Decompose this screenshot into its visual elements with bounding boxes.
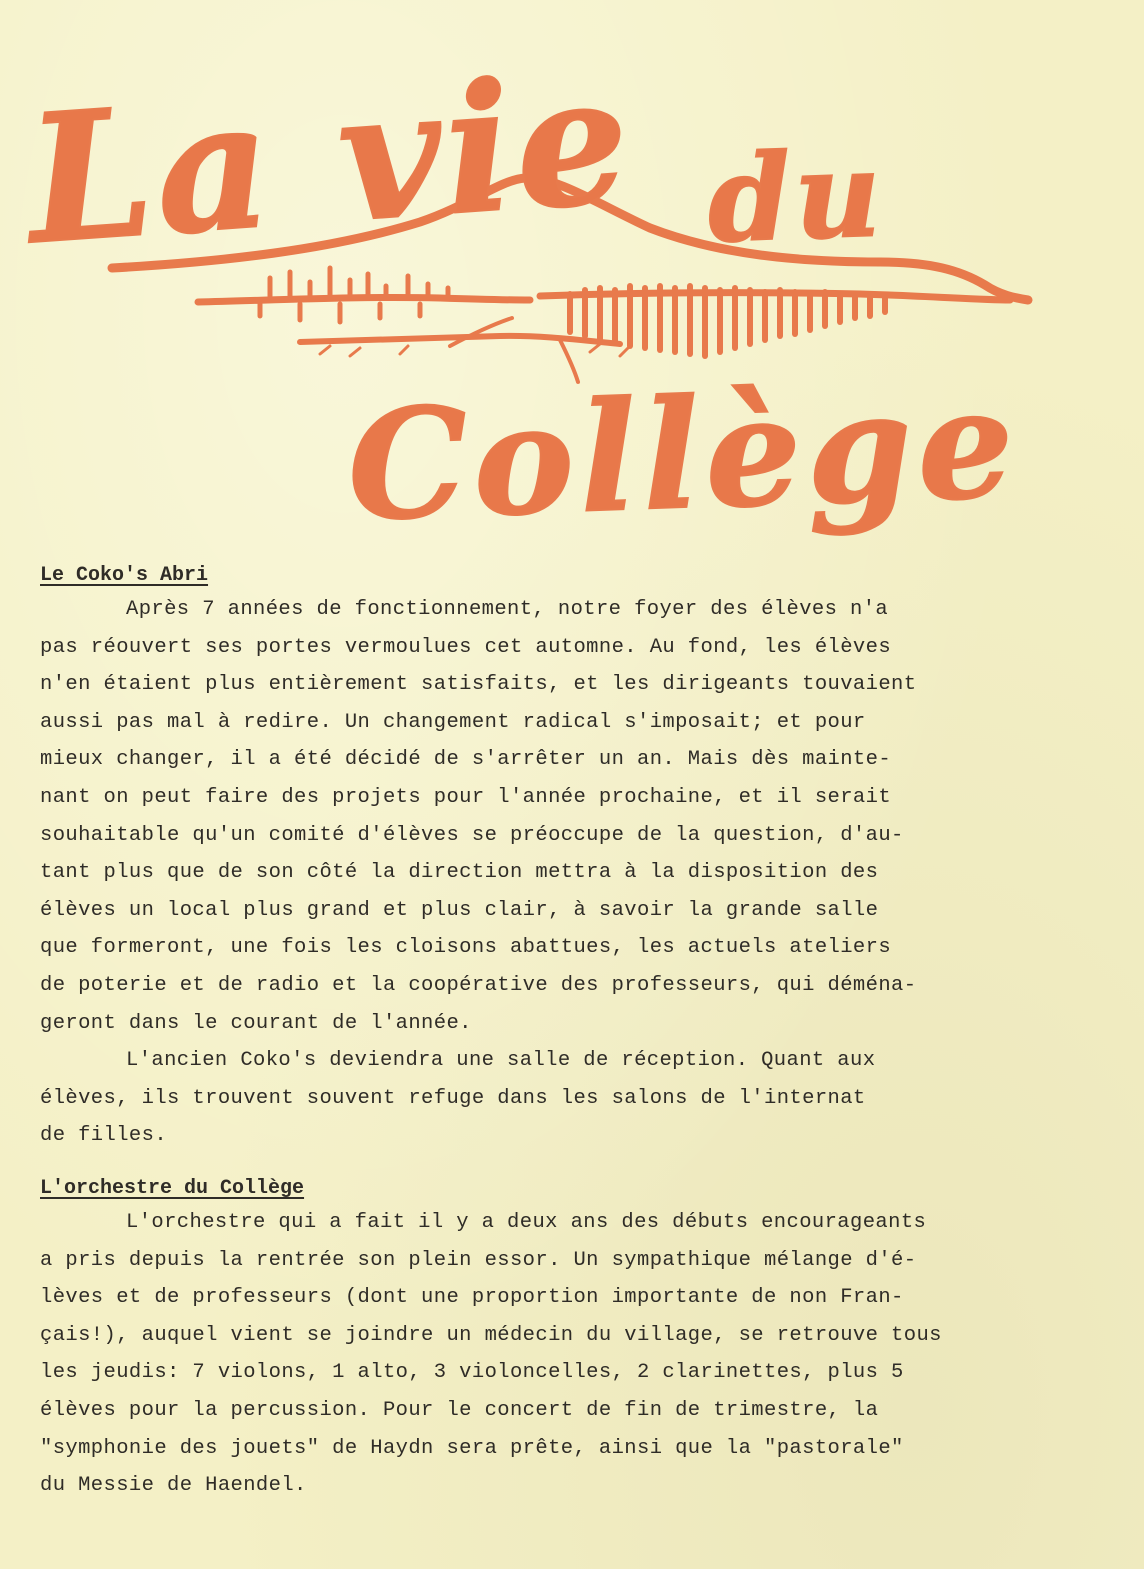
masthead-title-word-2: du bbox=[705, 123, 887, 270]
text-line: geront dans le courant de l'année. bbox=[40, 1011, 472, 1035]
text-line: "symphonie des jouets" de Haydn sera prête, ainsi que la "pastorale" bbox=[40, 1436, 904, 1460]
article-orchestre bbox=[40, 1174, 1080, 1505]
text-line: pas réouvert ses portes vermoulues cet automne. Au fond, les élèves bbox=[40, 635, 892, 659]
masthead-title-word-1: La vie bbox=[21, 35, 639, 284]
text-line: L'orchestre qui a fait il y a deux ans des débuts encourageants bbox=[126, 1211, 927, 1234]
text-line: les jeudis: 7 violons, 1 alto, 3 violoncelles, 2 clarinettes, plus 5 bbox=[40, 1361, 904, 1385]
text-line: souhaitable qu'un comité d'élèves se préoccupe de la question, d'au- bbox=[40, 823, 904, 847]
text-line: élèves un local plus grand et plus clair, à savoir la grande salle bbox=[40, 898, 879, 922]
masthead bbox=[0, 0, 1144, 580]
text-line: L'ancien Coko's deviendra une salle de réception. Quant aux bbox=[126, 1049, 876, 1073]
article-cokos-abri bbox=[40, 561, 1080, 1155]
text-line: du Messie de Haendel. bbox=[40, 1474, 307, 1498]
text-line: Après 7 années de fonctionnement, notre foyer des élèves n'a bbox=[126, 598, 889, 621]
text-line: çais!), auquel vient se joindre un médecin du village, se retrouve tous bbox=[40, 1323, 942, 1347]
text-line: de poterie et de radio et la coopérative des professeurs, qui déména- bbox=[40, 973, 917, 997]
article-paragraph bbox=[40, 1204, 1080, 1505]
text-line: élèves, ils trouvent souvent refuge dans les salons de l'internat bbox=[40, 1086, 866, 1110]
text-line: de filles. bbox=[40, 1124, 168, 1148]
masthead-title-word-3: Collège bbox=[345, 355, 1023, 555]
text-line: mieux changer, il a été décidé de s'arrêter un an. Mais dès mainte- bbox=[40, 748, 892, 772]
article-heading: L'orchestre du Collège bbox=[40, 1177, 305, 1200]
text-line: élèves pour la percussion. Pour le concert de fin de trimestre, la bbox=[40, 1398, 879, 1422]
article-paragraph bbox=[40, 1042, 1080, 1155]
text-line: lèves et de professeurs (dont une proportion importante de non Fran- bbox=[40, 1286, 904, 1310]
article-paragraph bbox=[40, 591, 1080, 1042]
text-line: n'en étaient plus entièrement satisfaits, et les dirigeants touvaient bbox=[40, 673, 917, 697]
text-line: tant plus que de son côté la direction mettra à la disposition des bbox=[40, 861, 879, 885]
text-line: que formeront, une fois les cloisons abattues, les actuels ateliers bbox=[40, 936, 892, 960]
article-heading: Le Coko's Abri bbox=[40, 564, 209, 587]
text-line: a pris depuis la rentrée son plein essor. Un sympathique mélange d'é- bbox=[40, 1248, 917, 1272]
text-line: aussi pas mal à redire. Un changement radical s'imposait; et pour bbox=[40, 710, 866, 734]
text-line: nant on peut faire des projets pour l'année prochaine, et il serait bbox=[40, 785, 892, 809]
